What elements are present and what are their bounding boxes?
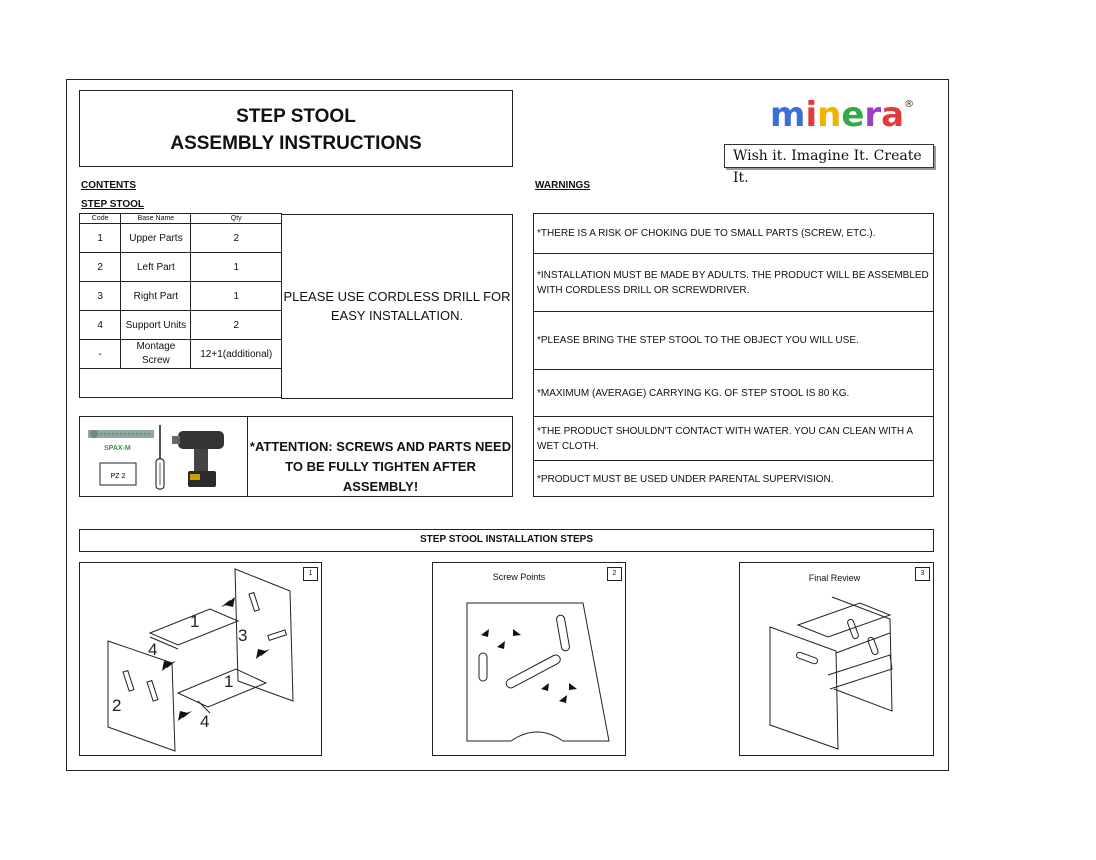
table-row bbox=[80, 253, 282, 282]
logo-letter: r bbox=[864, 95, 882, 135]
title-box bbox=[79, 90, 513, 167]
contents-heading: CONTENTS bbox=[81, 180, 136, 191]
table-row bbox=[80, 340, 282, 369]
step-edge bbox=[836, 633, 890, 653]
screw-point-arrows bbox=[481, 629, 577, 703]
side-slot bbox=[479, 653, 487, 681]
logo-letter: e bbox=[841, 95, 865, 135]
step-label: Final Review bbox=[808, 573, 861, 583]
arrow-icon bbox=[513, 629, 521, 636]
step-number: 2 bbox=[607, 567, 622, 581]
table-row bbox=[80, 282, 282, 311]
cell-code: 4 bbox=[80, 311, 121, 340]
assembly-arrows bbox=[162, 597, 270, 721]
bit-label: PZ 2 bbox=[110, 473, 126, 480]
title-line-1: STEP STOOL bbox=[236, 106, 356, 127]
handle-slot bbox=[847, 619, 859, 640]
screwdriver-icon bbox=[156, 425, 164, 489]
warning-item: *INSTALLATION MUST BE MADE BY ADULTS. THE PRODUCT WILL BE ASSEMBLED WITH CORDLESS DRILL OR SCREWDRIVER. bbox=[534, 254, 933, 312]
cell-qty: 2 bbox=[191, 224, 282, 253]
parts-table-header bbox=[80, 214, 282, 224]
cell-qty: 1 bbox=[191, 253, 282, 282]
left-side-panel bbox=[770, 627, 838, 749]
table-row-empty bbox=[80, 369, 282, 398]
arrow-icon bbox=[178, 711, 192, 721]
col-qty: Qty bbox=[191, 214, 282, 224]
warning-item: *MAXIMUM (AVERAGE) CARRYING KG. OF STEP STOOL IS 80 KG. bbox=[534, 370, 933, 417]
table-row bbox=[80, 311, 282, 340]
brand-wordmark bbox=[770, 95, 904, 135]
col-base-name: Base Name bbox=[121, 214, 191, 224]
cell-qty: 1 bbox=[191, 282, 282, 311]
arrow-icon bbox=[162, 661, 176, 671]
right-slot-1 bbox=[249, 593, 259, 612]
cell-name: Left Part bbox=[121, 253, 191, 282]
lower-step bbox=[828, 655, 892, 689]
brand-slogan: Wish it. Imagine It. Create It. bbox=[724, 144, 934, 168]
cell-qty: 2 bbox=[191, 311, 282, 340]
cell-code: 3 bbox=[80, 282, 121, 311]
warning-item: *THERE IS A RISK OF CHOKING DUE TO SMALL PARTS (SCREW, ETC.). bbox=[534, 214, 933, 254]
arrow-icon bbox=[559, 695, 567, 703]
handle-slot bbox=[556, 615, 570, 652]
arrow-icon bbox=[481, 629, 489, 637]
screw-brand-label: SPAX-M bbox=[104, 445, 131, 452]
logo-letter: i bbox=[805, 95, 818, 135]
right-side-panel bbox=[832, 597, 892, 711]
arrow-icon bbox=[541, 683, 549, 691]
drill-note-text: PLEASE USE CORDLESS DRILL FOR EASY INSTALLATION. bbox=[283, 289, 511, 323]
part-label: 4 bbox=[148, 640, 158, 659]
installation-steps-title: STEP STOOL INSTALLATION STEPS bbox=[420, 534, 593, 545]
warnings-heading: WARNINGS bbox=[535, 180, 590, 191]
cell-name: Right Part bbox=[121, 282, 191, 311]
attention-text: *ATTENTION: SCREWS AND PARTS NEED TO BE FULLY TIGHTEN AFTER ASSEMBLY! bbox=[249, 439, 512, 494]
tools-box bbox=[79, 416, 513, 497]
part-label: 3 bbox=[238, 626, 248, 645]
col-code: Code bbox=[80, 214, 121, 224]
part-label: 1 bbox=[224, 672, 234, 691]
step-panel-2 bbox=[432, 562, 626, 756]
exploded-assembly-diagram bbox=[80, 563, 320, 753]
logo-letter: m bbox=[770, 95, 806, 135]
tools-illustration bbox=[86, 421, 246, 493]
screw-points-diagram bbox=[433, 563, 623, 753]
final-review-diagram bbox=[740, 563, 932, 753]
step-number: 1 bbox=[303, 567, 318, 581]
title-line-2: ASSEMBLY INSTRUCTIONS bbox=[170, 133, 422, 154]
arrow-icon bbox=[221, 597, 235, 607]
cell-code: 2 bbox=[80, 253, 121, 282]
table-row bbox=[80, 224, 282, 253]
cell-name: Support Units bbox=[121, 311, 191, 340]
side-panel-outline bbox=[467, 603, 609, 741]
logo-letter: a bbox=[881, 95, 905, 135]
arrow-icon bbox=[256, 649, 270, 659]
left-slot-1 bbox=[123, 671, 134, 692]
attention-note bbox=[247, 417, 513, 496]
parts-table bbox=[79, 213, 282, 398]
cordless-drill-icon bbox=[172, 431, 224, 487]
warning-item: *PLEASE BRING THE STEP STOOL TO THE OBJECT YOU WILL USE. bbox=[534, 312, 933, 370]
cell-code: - bbox=[80, 340, 121, 369]
lower-board bbox=[178, 669, 266, 707]
part-label: 1 bbox=[190, 612, 200, 631]
contents-subheading: STEP STOOL bbox=[81, 199, 144, 210]
step-panel-3 bbox=[739, 562, 934, 756]
cell-name: Upper Parts bbox=[121, 224, 191, 253]
cell-code: 1 bbox=[80, 224, 121, 253]
cell-qty: 12+1(additional) bbox=[191, 340, 282, 369]
warning-item: *PRODUCT MUST BE USED UNDER PARENTAL SUPERVISION. bbox=[537, 473, 834, 485]
step-label: Screw Points bbox=[492, 572, 546, 582]
cell-name: Montage Screw bbox=[121, 340, 191, 369]
part-label: 2 bbox=[112, 696, 122, 715]
arrow-icon bbox=[569, 683, 577, 690]
empty-cell bbox=[80, 369, 282, 398]
step-number: 3 bbox=[915, 567, 930, 581]
screw-icon bbox=[88, 430, 154, 438]
brand-logo bbox=[770, 95, 914, 135]
drill-note bbox=[281, 214, 513, 399]
arrow-icon bbox=[497, 641, 505, 649]
part-label: 4 bbox=[200, 712, 210, 731]
side-slot bbox=[796, 651, 819, 664]
step-panel-1 bbox=[79, 562, 322, 756]
top-step bbox=[798, 603, 890, 637]
warnings-box bbox=[533, 213, 934, 497]
logo-letter: n bbox=[817, 95, 842, 135]
right-slot-2 bbox=[268, 630, 287, 640]
registered-mark: ® bbox=[904, 99, 915, 110]
installation-steps-heading bbox=[79, 529, 934, 552]
warning-item: *THE PRODUCT SHOULDN'T CONTACT WITH WATER. YOU CAN CLEAN WITH A WET CLOTH. bbox=[534, 417, 933, 461]
step-slot bbox=[505, 653, 562, 689]
left-slot-2 bbox=[147, 681, 158, 702]
